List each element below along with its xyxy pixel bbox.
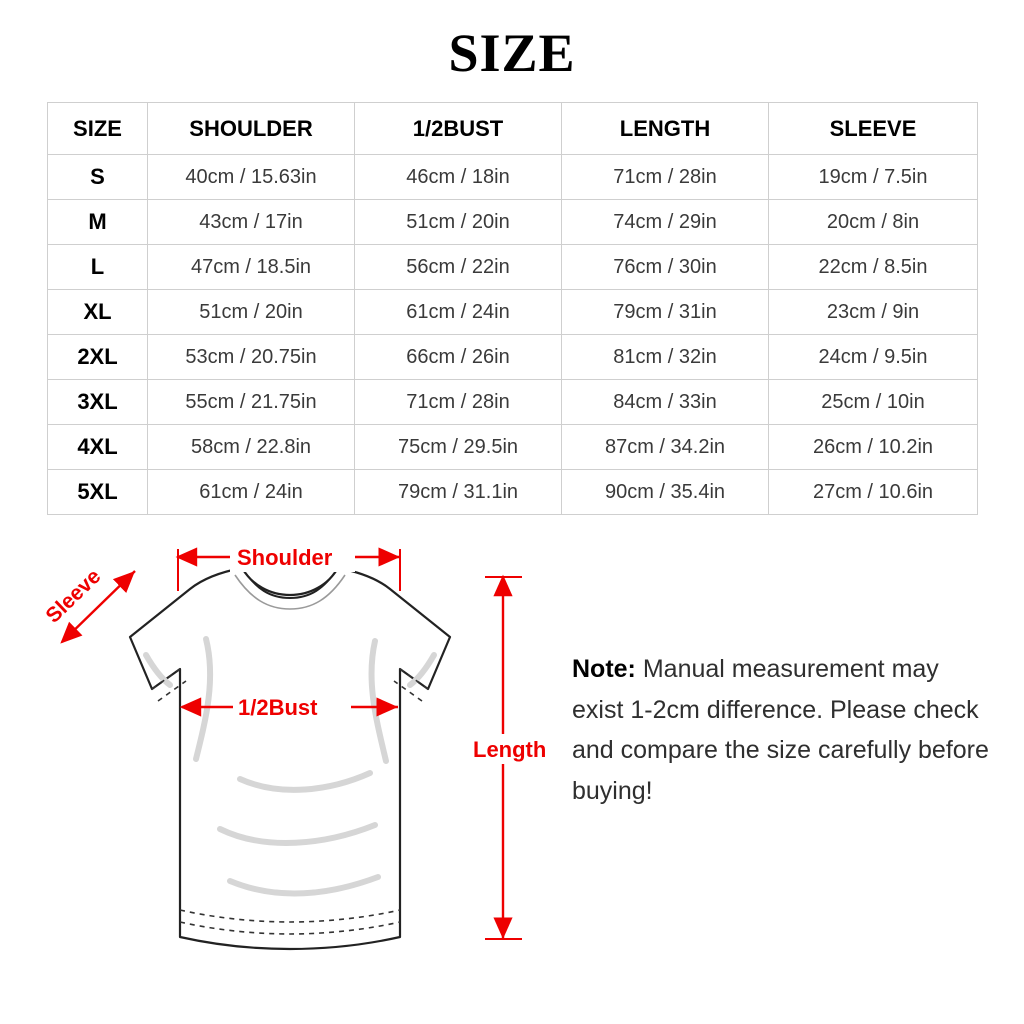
cell-length: 84cm / 33in: [562, 380, 769, 425]
label-sleeve: Sleeve: [41, 564, 106, 628]
label-length: Length: [473, 737, 547, 762]
cell-length: 76cm / 30in: [562, 245, 769, 290]
cell-shoulder: 47cm / 18.5in: [148, 245, 355, 290]
column-header-bust: 1/2BUST: [355, 103, 562, 155]
tshirt-diagram: [30, 529, 550, 999]
cell-sleeve: 24cm / 9.5in: [769, 335, 978, 380]
note-block: [572, 649, 992, 811]
cell-bust: 46cm / 18in: [355, 155, 562, 200]
cell-shoulder: 58cm / 22.8in: [148, 425, 355, 470]
table-row: [48, 335, 978, 380]
cell-length: 87cm / 34.2in: [562, 425, 769, 470]
cell-size: 3XL: [48, 380, 148, 425]
cell-size: M: [48, 200, 148, 245]
size-table: [47, 102, 978, 515]
cell-length: 74cm / 29in: [562, 200, 769, 245]
cell-bust: 56cm / 22in: [355, 245, 562, 290]
column-header-length: LENGTH: [562, 103, 769, 155]
cell-bust: 66cm / 26in: [355, 335, 562, 380]
cell-sleeve: 22cm / 8.5in: [769, 245, 978, 290]
cell-bust: 79cm / 31.1in: [355, 470, 562, 515]
cell-size: XL: [48, 290, 148, 335]
cell-shoulder: 53cm / 20.75in: [148, 335, 355, 380]
cell-bust: 71cm / 28in: [355, 380, 562, 425]
table-row: [48, 155, 978, 200]
cell-size: L: [48, 245, 148, 290]
cell-size: 2XL: [48, 335, 148, 380]
label-bust: 1/2Bust: [238, 695, 318, 720]
cell-length: 71cm / 28in: [562, 155, 769, 200]
table-header-row: [48, 103, 978, 155]
cell-sleeve: 23cm / 9in: [769, 290, 978, 335]
cell-shoulder: 40cm / 15.63in: [148, 155, 355, 200]
table-row: [48, 200, 978, 245]
cell-shoulder: 51cm / 20in: [148, 290, 355, 335]
note-prefix: Note:: [572, 655, 636, 683]
cell-shoulder: 55cm / 21.75in: [148, 380, 355, 425]
cell-size: S: [48, 155, 148, 200]
cell-size: 5XL: [48, 470, 148, 515]
cell-size: 4XL: [48, 425, 148, 470]
size-table-wrapper: [47, 102, 977, 515]
table-row: [48, 245, 978, 290]
cell-length: 90cm / 35.4in: [562, 470, 769, 515]
cell-sleeve: 20cm / 8in: [769, 200, 978, 245]
cell-sleeve: 25cm / 10in: [769, 380, 978, 425]
label-shoulder: Shoulder: [237, 545, 333, 570]
cell-bust: 75cm / 29.5in: [355, 425, 562, 470]
cell-bust: 51cm / 20in: [355, 200, 562, 245]
table-row: [48, 290, 978, 335]
cell-sleeve: 19cm / 7.5in: [769, 155, 978, 200]
column-header-sleeve: SLEEVE: [769, 103, 978, 155]
cell-length: 79cm / 31in: [562, 290, 769, 335]
cell-shoulder: 43cm / 17in: [148, 200, 355, 245]
cell-sleeve: 26cm / 10.2in: [769, 425, 978, 470]
note-text: Manual measurement may exist 1-2cm difference. Please check and compare the size carefully before buying!: [572, 655, 989, 805]
cell-length: 81cm / 32in: [562, 335, 769, 380]
table-row: [48, 425, 978, 470]
column-header-shoulder: SHOULDER: [148, 103, 355, 155]
table-row: [48, 380, 978, 425]
cell-sleeve: 27cm / 10.6in: [769, 470, 978, 515]
measurement-diagram-section: [0, 529, 1024, 999]
cell-shoulder: 61cm / 24in: [148, 470, 355, 515]
column-header-size: SIZE: [48, 103, 148, 155]
cell-bust: 61cm / 24in: [355, 290, 562, 335]
table-row: [48, 470, 978, 515]
page-title: SIZE: [448, 23, 576, 83]
